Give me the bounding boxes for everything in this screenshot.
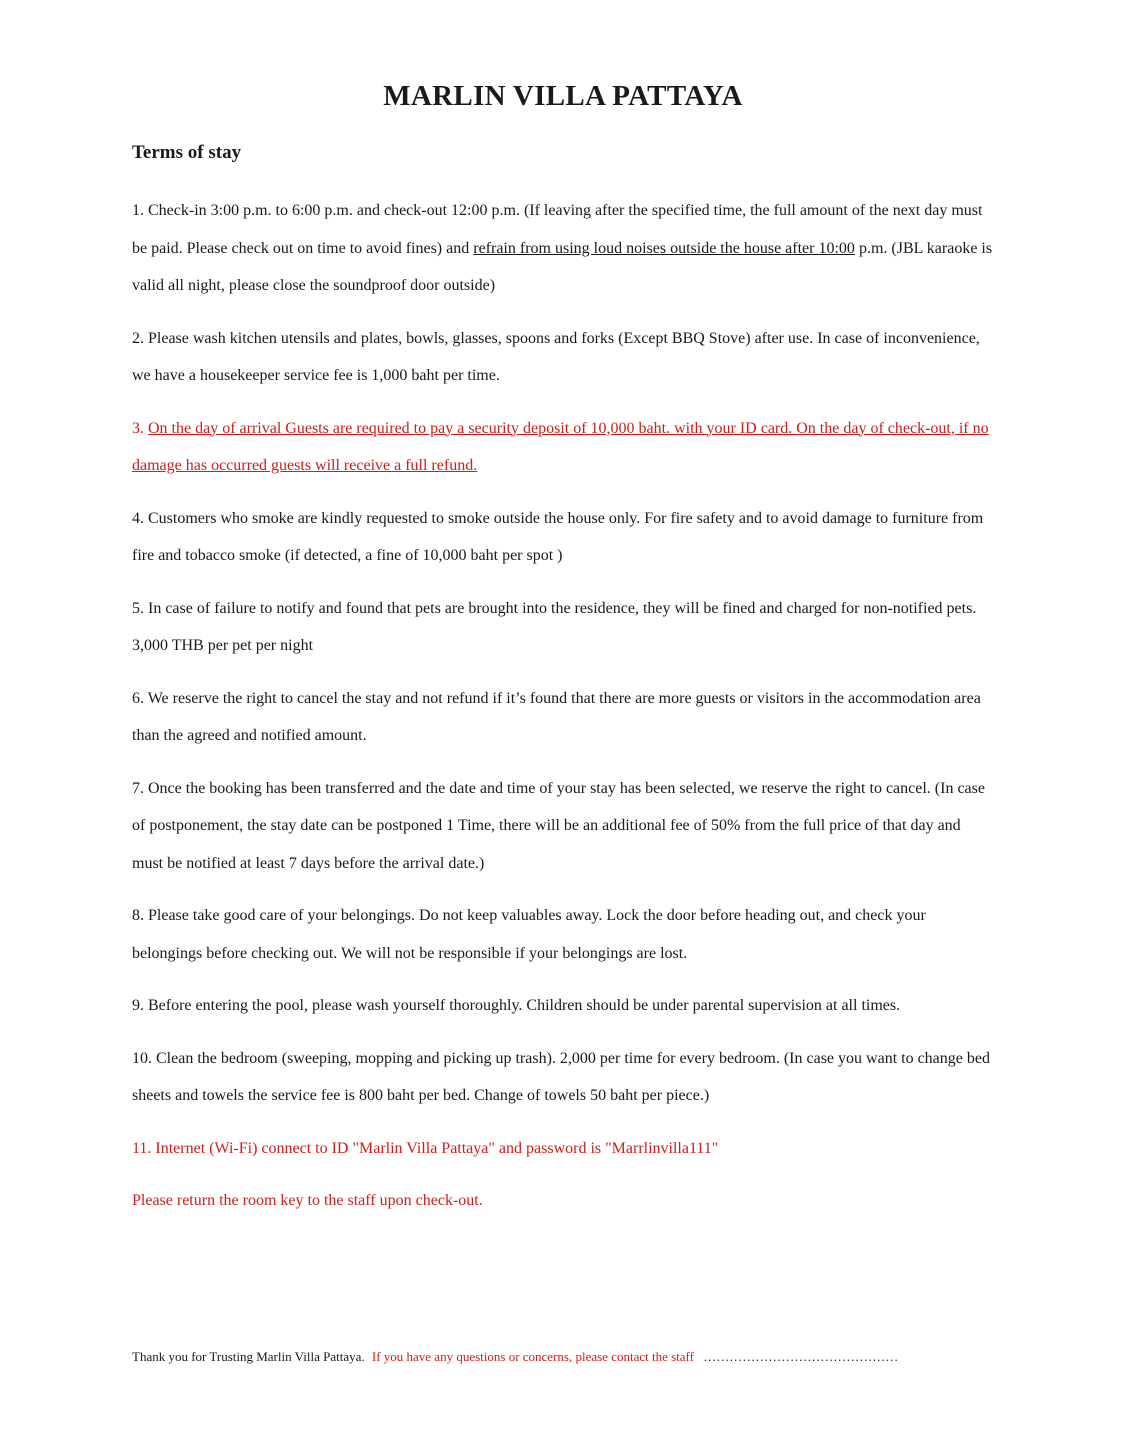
term-kitchen: 2. Please wash kitchen utensils and plates, bowls, glasses, spoons and forks (Except BBQ Stove) after use. In case of inconvenience, we have a housekeeper service fee is 1,000 baht per time. [132, 329, 980, 384]
term-deposit [132, 410, 994, 485]
term-pets: 5. In case of failure to notify and found that pets are brought into the residence, they will be fined and charged for non-notified pets. 3,000 THB per pet per night [132, 599, 977, 654]
footer-thanks: Thank you for Trusting Marlin Villa Pattaya. [132, 1349, 365, 1364]
term-belongings: 8. Please take good care of your belongings. Do not keep valuables away. Lock the door before heading out, and check your belongings before checking out. We will not be responsible if your belongings are lost. [132, 907, 926, 962]
footer-contact-line: ……………………………………… [703, 1349, 899, 1364]
term-guests: 6. We reserve the right to cancel the stay and not refund if it’s found that there are more guests or visitors in the accommodation area than the agreed and notified amount. [132, 689, 981, 744]
term-wifi: 11. Internet (Wi-Fi) connect to ID "Marlin Villa Pattaya" and password is "Marrlinvilla111" [132, 1139, 719, 1157]
term-checkin-text: 1. Check-in 3:00 p.m. to 6:00 p.m. and check-out 12:00 p.m. (If leaving after the specified time, the full amount of the next day must be paid. Please check out on time to avoid fines) and [132, 202, 983, 257]
page-title: MARLIN VILLA PATTAYA [383, 80, 743, 112]
room-key-note: Please return the room key to the staff upon check-out. [132, 1192, 483, 1209]
term-deposit-number: 3. [132, 419, 148, 437]
section-heading: Terms of stay [132, 142, 242, 163]
term-checkin-noise-rule: refrain from using loud noises outside the house after 10:00 [473, 239, 855, 257]
term-booking: 7. Once the booking has been transferred and the date and time of your stay has been selected, we reserve the right to cancel. (In case of postponement, the stay date can be postponed 1 Time, there will be an additional fee of 50% from the full price of that day and must be notified at least 7 days before the arrival date.) [132, 779, 985, 872]
term-checkin-text-end: p.m. (JBL karaoke is valid all night, please close the soundproof door outside) [132, 239, 993, 294]
footer-contact: If you have any questions or concerns, please contact the staff [371, 1349, 694, 1364]
term-checkin [132, 192, 994, 305]
footer [132, 1349, 1012, 1365]
term-pool: 9. Before entering the pool, please wash yourself thoroughly. Children should be under parental supervision at all times. [132, 997, 901, 1014]
term-cleaning: 10. Clean the bedroom (sweeping, mopping and picking up trash). 2,000 per time for every bedroom. (In case you want to change bed sheets and towels the service fee is 800 baht per bed. Change of towels 50 baht per piece.) [132, 1049, 990, 1104]
terms-list [132, 192, 994, 1235]
term-smoking: 4. Customers who smoke are kindly requested to smoke outside the house only. For fire safety and to avoid damage to furniture from fire and tobacco smoke (if detected, a fine of 10,000 baht per spot ) [132, 509, 984, 564]
term-deposit-text: On the day of arrival Guests are required to pay a security deposit of 10,000 baht. with your ID card. On the day of check-out, if no damage has occurred guests will receive a full refund. [132, 419, 989, 474]
